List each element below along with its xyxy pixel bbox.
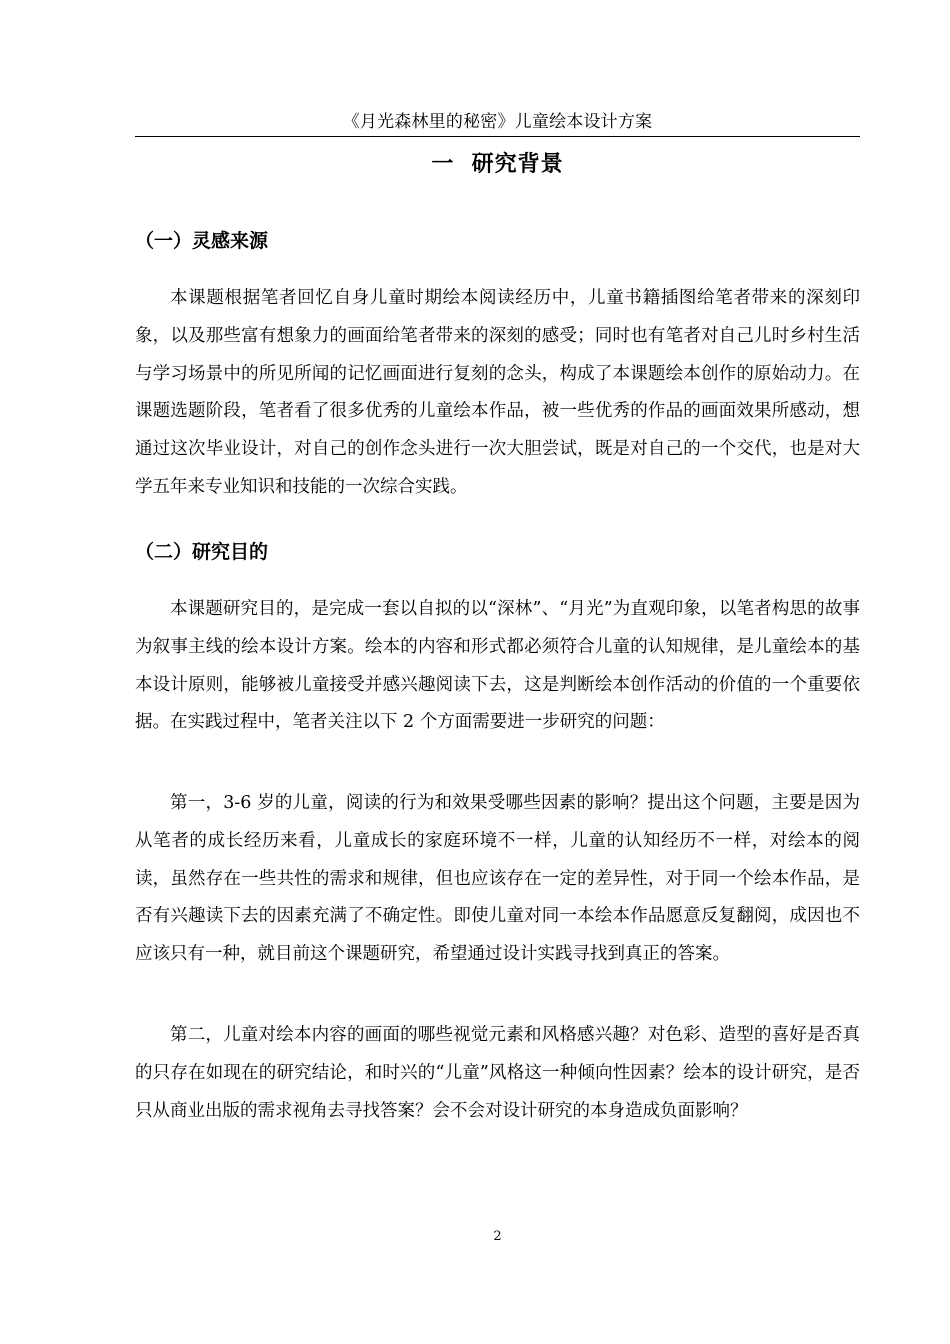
- page-number: 2: [493, 1229, 502, 1244]
- header-rule: [135, 136, 860, 137]
- section-title-inspiration: （一）灵感来源: [135, 230, 269, 252]
- paragraph-purpose-point-one: 第一，3-6 岁的儿童，阅读的行为和效果受哪些因素的影响？提出这个问题，主要是因为从笔者的成长经历来看，儿童成长的家庭环境不一样，儿童的认知经历不一样，对绘本的阅读，虽然存在一些共性的需求和规律，但也应该存在一定的差异性，对于同一个绘本作品，是否有兴趣读下去的因素充满了不确定性。即使儿童对同一本绘本作品愿意反复翻阅，成因也不应该只有一种，就目前这个课题研究，希望通过设计实践寻找到真正的答案。: [135, 793, 860, 965]
- paragraph-inspiration: 本课题根据笔者回忆自身儿童时期绘本阅读经历中，儿童书籍插图给笔者带来的深刻印象，以及那些富有想象力的画面给笔者带来的深刻的感受；同时也有笔者对自己儿时乡村生活与学习场景中的所见所闻的记忆画面进行复刻的念头，构成了本课题绘本创作的原始动力。在课题选题阶段，笔者看了很多优秀的儿童绘本作品，被一些优秀的作品的画面效果所感动，想通过这次毕业设计，对自己的创作念头进行一次大胆尝试，既是对自己的一个交代，也是对大学五年来专业知识和技能的一次综合实践。: [135, 288, 860, 497]
- paragraph-purpose-intro: 本课题研究目的，是完成一套以自拟的以“深林”、“月光”为直观印象，以笔者构思的故事为叙事主线的绘本设计方案。绘本的内容和形式都必须符合儿童的认知规律，是儿童绘本的基本设计原则，能够被儿童接受并感兴趣阅读下去，这是判断绘本创作活动的价值的一个重要依据。在实践过程中，笔者关注以下 2 个方面需要进一步研究的问题：: [135, 599, 860, 733]
- section-title-purpose: （二）研究目的: [135, 541, 269, 563]
- paragraph-purpose-point-two: 第二，儿童对绘本内容的画面的哪些视觉元素和风格感兴趣？对色彩、造型的喜好是否真的只存在如现在的研究结论，和时兴的“儿童”风格这一种倾向性因素？绘本的设计研究，是否只从商业出版的需求视角去寻找答案？会不会对设计研究的本身造成负面影响？: [135, 1025, 860, 1121]
- chapter-title: 一 研究背景: [431, 152, 564, 177]
- running-header-title: 《月光森林里的秘密》儿童绘本设计方案: [342, 112, 653, 132]
